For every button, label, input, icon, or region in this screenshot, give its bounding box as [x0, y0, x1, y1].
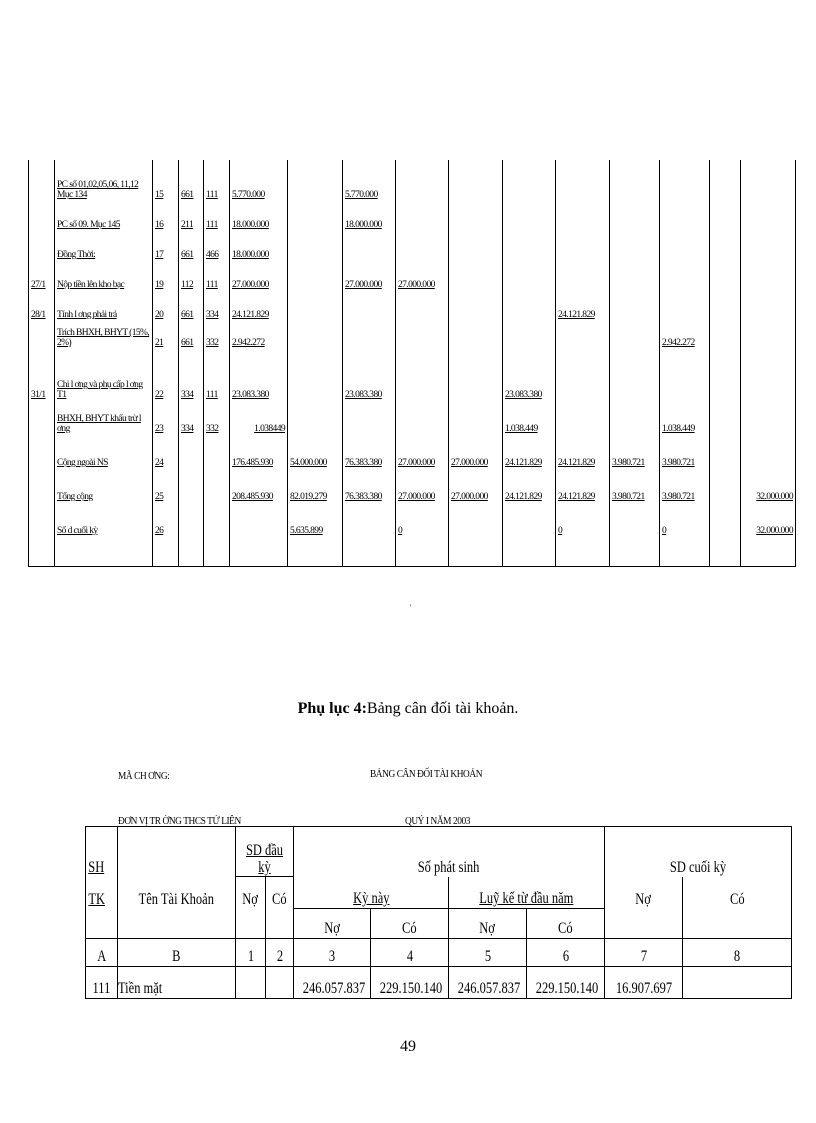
ledger-cell-c5 [449, 290, 503, 320]
col-ky-no-header: Nợ [294, 909, 371, 939]
ledger-cell-desc: Tổng cộng [55, 468, 153, 502]
ledger-cell-date: 27/1 [29, 260, 55, 290]
ledger-cell-c5 [449, 348, 503, 400]
ledger-cell-c7 [556, 200, 610, 230]
column-code-0: A [86, 939, 118, 967]
header-unit: ĐƠN VỊ TR ỜNG THCS TỨ LIÊN [118, 815, 241, 827]
ledger-cell-c3 [343, 320, 396, 348]
ledger-cell-desc: Cộng ngoài NS [55, 434, 153, 468]
ledger-cell-c8: 3.980.721 [610, 468, 660, 502]
ledger-cell-c2: 54.000.000 [288, 434, 343, 468]
ledger-cell-c11 [741, 348, 796, 400]
ledger-cell-c9 [660, 230, 710, 260]
ledger-cell-desc: Trích BHXH, BHYT (15%, 2%) [55, 320, 153, 348]
col-luy-co-header: Có [527, 909, 605, 939]
ledger-cell-c9: 3.980.721 [660, 468, 710, 502]
ledger-cell-desc: BHXH, BHYT khấu trừ l ơng [55, 400, 153, 434]
ledger-cell-c6: 23.083.380 [503, 348, 556, 400]
ledger-cell-c3 [343, 400, 396, 434]
ledger-cell-c1: 2.942.272 [230, 320, 288, 348]
ledger-cell-c10 [710, 260, 741, 290]
ledger-cell-c2 [288, 230, 343, 260]
ledger-cell-a2: 111 [204, 160, 230, 200]
balance-table [85, 826, 792, 999]
column-code-9: 8 [683, 939, 792, 967]
ledger-cell-a1 [179, 502, 204, 536]
header-period: QUÝ I NĂM 2003 [405, 815, 470, 827]
ledger-cell-desc: PC số 01,02,05,06, 11,12 Mục 134 [55, 160, 153, 200]
ledger-cell-no: 21 [153, 320, 179, 348]
ledger-row [29, 230, 796, 260]
ledger-cell-c1: 208.485.930 [230, 468, 288, 502]
ledger-cell-c11 [741, 230, 796, 260]
ledger-cell-c4 [396, 290, 449, 320]
ledger-row [29, 434, 796, 468]
ledger-cell-no: 19 [153, 260, 179, 290]
ledger-cell-no: 26 [153, 502, 179, 536]
ledger-cell-c7: 24.121.829 [556, 434, 610, 468]
ledger-cell-c5: 27.000.000 [449, 434, 503, 468]
column-code-4: 3 [294, 939, 371, 967]
cell-dau-no [236, 967, 266, 999]
ledger-cell-a1 [179, 468, 204, 502]
ledger-cell-c2 [288, 260, 343, 290]
ledger-cell-desc: Nộp tiền lên kho bạc [55, 260, 153, 290]
ledger-cell-c2: 5.635.899 [288, 502, 343, 536]
ledger-cell-c7 [556, 400, 610, 434]
ledger-cell-c8 [610, 502, 660, 536]
col-cuoi-no-header: Nợ [605, 877, 683, 909]
column-code-8: 7 [605, 939, 683, 967]
ledger-cell-c5 [449, 160, 503, 200]
header-chapter-code: MÃ CH ƠNG: [118, 770, 170, 782]
appendix-label: Phụ lục 4: [297, 700, 367, 717]
ledger-cell-c8 [610, 230, 660, 260]
ledger-row-empty [29, 536, 796, 566]
ledger-cell-c7 [556, 260, 610, 290]
cell-tk: 111 [86, 967, 118, 999]
ledger-cell-c4: 27.000.000 [396, 434, 449, 468]
ledger-cell-c1: 18.000.000 [230, 200, 288, 230]
ledger-cell-date [29, 320, 55, 348]
ledger-cell-a2 [204, 502, 230, 536]
col-name-header: Tên Tài Khoản [118, 877, 236, 909]
cell-ky-co: 229.150.140 [371, 967, 449, 999]
col-sh-header: SH [86, 827, 118, 877]
ledger-cell-c4 [396, 230, 449, 260]
ledger-cell-c6 [503, 160, 556, 200]
ledger-cell-c10 [710, 434, 741, 468]
ledger-cell-c2 [288, 290, 343, 320]
col-sd-cuoi-header: SD cuối kỳ [605, 827, 792, 877]
ledger-cell-date [29, 468, 55, 502]
ledger-cell-date [29, 200, 55, 230]
column-code-6: 5 [449, 939, 527, 967]
ledger-cell-c9 [660, 200, 710, 230]
ledger-cell-c11 [741, 320, 796, 348]
ledger-cell-a1: 661 [179, 160, 204, 200]
col-phat-sinh-header: Số phát sinh [294, 827, 605, 877]
column-code-2: 1 [236, 939, 266, 967]
ledger-cell-c2 [288, 160, 343, 200]
ledger-cell-c7 [556, 348, 610, 400]
ledger-cell-c1: 27.000.000 [230, 260, 288, 290]
ledger-cell-a1: 661 [179, 320, 204, 348]
col-ky-nay-header: Kỳ này [294, 877, 449, 909]
column-code-row [86, 939, 792, 967]
ledger-cell-c3: 76.383.380 [343, 468, 396, 502]
ledger-cell-date [29, 160, 55, 200]
tick-mark: ' [410, 603, 412, 612]
ledger-cell-c11 [741, 434, 796, 468]
ledger-cell-c10 [710, 348, 741, 400]
ledger-cell-c3 [343, 230, 396, 260]
ledger-cell-date: 28/1 [29, 290, 55, 320]
ledger-cell-c9: 3.980.721 [660, 434, 710, 468]
ledger-row [29, 200, 796, 230]
ledger-cell-desc: Chi l ơng và phụ cấp l ơng T1 [55, 348, 153, 400]
ledger-cell-a2: 334 [204, 290, 230, 320]
ledger-cell-a1: 112 [179, 260, 204, 290]
col-ky-co-header: Có [371, 909, 449, 939]
page-number: 49 [400, 1038, 416, 1055]
cell-ky-no: 246.057.837 [294, 967, 371, 999]
cell-luy-co: 229.150.140 [527, 967, 605, 999]
cell-cuoi-co [683, 967, 792, 999]
ledger-cell-no: 24 [153, 434, 179, 468]
ledger-cell-c8 [610, 400, 660, 434]
ledger-table [28, 160, 796, 567]
ledger-cell-c10 [710, 468, 741, 502]
ledger-cell-date: 31/1 [29, 348, 55, 400]
ledger-cell-c7: 0 [556, 502, 610, 536]
ledger-cell-c3: 27.000.000 [343, 260, 396, 290]
ledger-cell-c9: 1.038.449 [660, 400, 710, 434]
ledger-row [29, 468, 796, 502]
ledger-cell-c1: 18.000.000 [230, 230, 288, 260]
ledger-cell-c3: 5.770.000 [343, 160, 396, 200]
ledger-cell-a2: 332 [204, 400, 230, 434]
ledger-cell-c8 [610, 348, 660, 400]
ledger-cell-no: 20 [153, 290, 179, 320]
ledger-cell-desc: Đồng Thời: [55, 230, 153, 260]
ledger-row [29, 320, 796, 348]
col-sd-dau-header: SD đầu kỳ [236, 827, 294, 877]
column-code-5: 4 [371, 939, 449, 967]
ledger-cell-c3 [343, 502, 396, 536]
ledger-cell-c10 [710, 290, 741, 320]
ledger-cell-c2 [288, 400, 343, 434]
ledger-cell-c1: 5.770.000 [230, 160, 288, 200]
ledger-cell-c1: 1.038449 [230, 400, 288, 434]
ledger-cell-date [29, 400, 55, 434]
ledger-row [29, 160, 796, 200]
ledger-cell-c4: 0 [396, 502, 449, 536]
ledger-cell-c7 [556, 320, 610, 348]
ledger-row [29, 502, 796, 536]
ledger-cell-c9 [660, 260, 710, 290]
ledger-cell-c10 [710, 160, 741, 200]
ledger-row [29, 400, 796, 434]
ledger-cell-a2: 111 [204, 260, 230, 290]
ledger-cell-c5 [449, 502, 503, 536]
ledger-row [29, 260, 796, 290]
ledger-cell-c11: 32.000.000 [741, 468, 796, 502]
col-luy-no-header: Nợ [449, 909, 527, 939]
ledger-cell-c9 [660, 160, 710, 200]
ledger-cell-c5 [449, 260, 503, 290]
ledger-row [29, 348, 796, 400]
ledger-cell-desc: Số d cuối kỳ [55, 502, 153, 536]
ledger-cell-c9 [660, 348, 710, 400]
ledger-cell-a2 [204, 434, 230, 468]
ledger-cell-c11: 32.000.000 [741, 502, 796, 536]
ledger-cell-a2 [204, 468, 230, 502]
ledger-cell-c8 [610, 260, 660, 290]
ledger-cell-a2: 466 [204, 230, 230, 260]
ledger-cell-c2: 82.019.279 [288, 468, 343, 502]
ledger-cell-c11 [741, 160, 796, 200]
ledger-cell-c4 [396, 160, 449, 200]
ledger-cell-c6 [503, 290, 556, 320]
ledger-cell-no: 16 [153, 200, 179, 230]
ledger-cell-a2: 332 [204, 320, 230, 348]
ledger-cell-date [29, 502, 55, 536]
ledger-cell-c9: 2.942.272 [660, 320, 710, 348]
column-code-3: 2 [266, 939, 294, 967]
ledger-cell-c3: 76.383.380 [343, 434, 396, 468]
ledger-cell-c1: 176.485.930 [230, 434, 288, 468]
ledger-cell-c4 [396, 348, 449, 400]
cell-dau-co [266, 967, 294, 999]
column-code-7: 6 [527, 939, 605, 967]
ledger-cell-c11 [741, 400, 796, 434]
ledger-cell-c8 [610, 320, 660, 348]
ledger-cell-no: 25 [153, 468, 179, 502]
ledger-cell-c11 [741, 200, 796, 230]
ledger-cell-c10 [710, 230, 741, 260]
ledger-cell-c2 [288, 348, 343, 400]
appendix-caption: Bảng cân đối tài khoản. [366, 700, 519, 717]
cell-luy-no: 246.057.837 [449, 967, 527, 999]
ledger-cell-c3 [343, 290, 396, 320]
ledger-cell-c3: 18.000.000 [343, 200, 396, 230]
ledger-row [29, 290, 796, 320]
ledger-cell-c7: 24.121.829 [556, 468, 610, 502]
col-tk-header: TK [86, 877, 118, 909]
col-cuoi-co-header: Có [683, 877, 792, 909]
ledger-cell-no: 15 [153, 160, 179, 200]
ledger-cell-c6: 24.121.829 [503, 434, 556, 468]
cell-cuoi-no: 16.907.697 [605, 967, 683, 999]
ledger-cell-c5 [449, 400, 503, 434]
ledger-cell-c4 [396, 400, 449, 434]
col-dau-co-header: Có [266, 877, 294, 909]
ledger-cell-no: 17 [153, 230, 179, 260]
ledger-cell-c10 [710, 400, 741, 434]
ledger-cell-desc: Tính l ơng phải trả [55, 290, 153, 320]
balance-row-111 [86, 967, 792, 999]
ledger-cell-c10 [710, 320, 741, 348]
ledger-cell-a1: 661 [179, 230, 204, 260]
column-code-1: B [118, 939, 236, 967]
ledger-cell-c9: 0 [660, 502, 710, 536]
ledger-cell-c7 [556, 160, 610, 200]
ledger-cell-c6 [503, 230, 556, 260]
ledger-cell-a1: 334 [179, 400, 204, 434]
ledger-cell-c1: 23.083.380 [230, 348, 288, 400]
ledger-cell-a1: 334 [179, 348, 204, 400]
ledger-cell-no: 22 [153, 348, 179, 400]
ledger-cell-c1: 24.121.829 [230, 290, 288, 320]
ledger-cell-desc: PC số 09. Mục 145 [55, 200, 153, 230]
ledger-cell-a2: 111 [204, 200, 230, 230]
ledger-cell-no: 23 [153, 400, 179, 434]
ledger-cell-c6: 24.121.829 [503, 468, 556, 502]
ledger-cell-c11 [741, 260, 796, 290]
ledger-cell-c8 [610, 200, 660, 230]
col-luy-ke-header: Luỹ kế từ đầu năm [449, 877, 605, 909]
ledger-cell-c5 [449, 320, 503, 348]
ledger-cell-c6 [503, 260, 556, 290]
ledger-cell-c8 [610, 160, 660, 200]
ledger-cell-a2: 111 [204, 348, 230, 400]
ledger-cell-c5: 27.000.000 [449, 468, 503, 502]
ledger-cell-c6 [503, 502, 556, 536]
ledger-cell-c3: 23.083.380 [343, 348, 396, 400]
ledger-cell-c10 [710, 200, 741, 230]
ledger-cell-c1 [230, 502, 288, 536]
ledger-cell-c6 [503, 320, 556, 348]
ledger-cell-date [29, 434, 55, 468]
ledger-cell-c7: 24.121.829 [556, 290, 610, 320]
ledger-cell-c5 [449, 200, 503, 230]
col-dau-no-header: Nợ [236, 877, 266, 909]
ledger-cell-c9 [660, 290, 710, 320]
ledger-cell-c2 [288, 200, 343, 230]
ledger-cell-c4 [396, 200, 449, 230]
appendix-title [0, 700, 816, 718]
ledger-cell-c2 [288, 320, 343, 348]
ledger-cell-c10 [710, 502, 741, 536]
ledger-cell-c4 [396, 320, 449, 348]
ledger-cell-c8: 3.980.721 [610, 434, 660, 468]
ledger-cell-c5 [449, 230, 503, 260]
cell-name: Tiền mặt [118, 967, 236, 999]
ledger-cell-c4: 27.000.000 [396, 260, 449, 290]
ledger-cell-a1: 661 [179, 290, 204, 320]
ledger-cell-c7 [556, 230, 610, 260]
header-report-title: BẢNG CÂN ĐỐI TÀI KHOẢN [370, 768, 483, 780]
ledger-cell-c4: 27.000.000 [396, 468, 449, 502]
ledger-cell-a1: 211 [179, 200, 204, 230]
ledger-cell-date [29, 230, 55, 260]
ledger-cell-c11 [741, 290, 796, 320]
ledger-cell-c6 [503, 200, 556, 230]
ledger-cell-a1 [179, 434, 204, 468]
ledger-cell-c8 [610, 290, 660, 320]
ledger-cell-c6: 1.038.449 [503, 400, 556, 434]
